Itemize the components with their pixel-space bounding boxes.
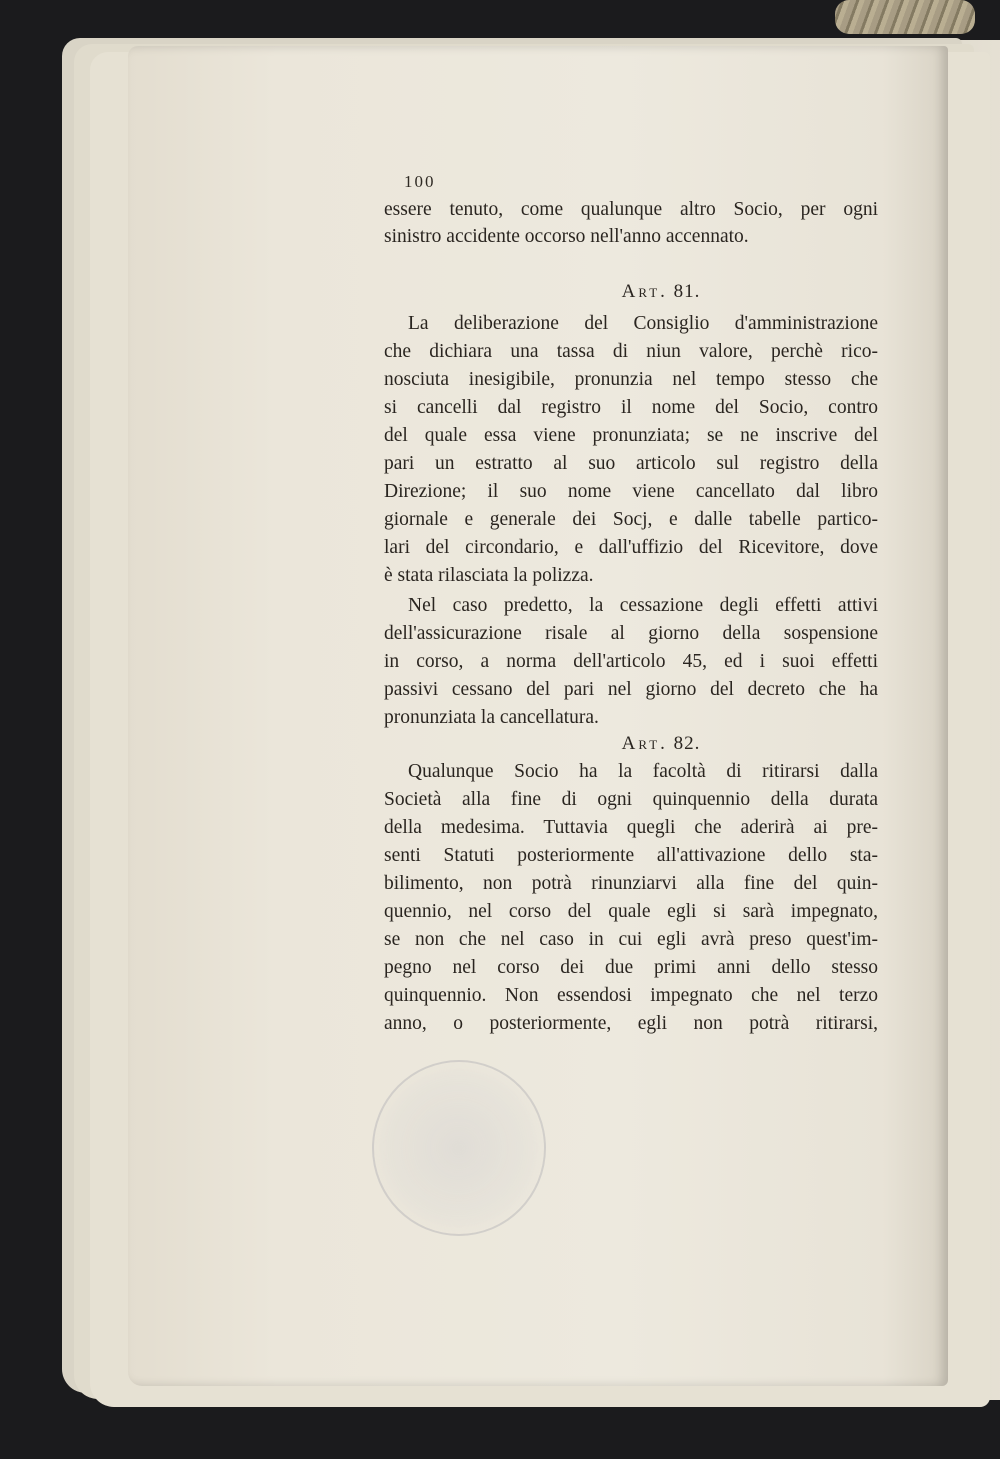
text-line: del quale essa viene pronunziata; se ne inscrive del <box>384 425 878 446</box>
article-heading-prefix: Art. <box>621 733 668 754</box>
text-line: pronunziata la cancellatura. <box>384 707 599 728</box>
article-heading-81 <box>384 278 878 305</box>
library-stamp-bleedthrough <box>372 1060 546 1236</box>
text-line: passivi cessano del pari nel giorno del decreto che ha <box>384 679 878 700</box>
text-line: sinistro accidente occorso nell'anno accennato. <box>384 226 749 247</box>
text-line: è stata rilasciata la polizza. <box>384 565 594 586</box>
text-line: Nel caso predetto, la cessazione degli effetti attivi <box>408 595 878 616</box>
article-heading-number: 82. <box>673 733 701 754</box>
text-line: pegno nel corso dei due primi anni dello stesso <box>384 957 878 978</box>
text-line: nosciuta inesigibile, pronunzia nel tempo stesso che <box>384 369 878 390</box>
text-line: Direzione; il suo nome viene cancellato dal libro <box>384 481 878 502</box>
text-line: essere tenuto, come qualunque altro Socio, per ogni <box>384 199 878 220</box>
binding-string <box>835 0 975 34</box>
text-line: si cancelli dal registro il nome del Socio, contro <box>384 397 878 418</box>
text-line: Società alla fine di ogni quinquennio della durata <box>384 789 878 810</box>
text-line: dell'assicurazione risale al giorno della sospensione <box>384 623 878 644</box>
text-line: anno, o posteriormente, egli non potrà ritirarsi, <box>384 1013 878 1034</box>
text-line: Qualunque Socio ha la facoltà di ritirarsi dalla <box>408 761 878 782</box>
text-line: quennio, nel corso del quale egli si sarà impegnato, <box>384 901 878 922</box>
text-line: bilimento, non potrà rinunziarvi alla fine del quin- <box>384 873 878 894</box>
text-line: che dichiara una tassa di niun valore, perchè rico- <box>384 341 878 362</box>
text-line: lari del circondario, e dall'uffizio del Ricevitore, dove <box>384 537 878 558</box>
text-line: senti Statuti posteriormente all'attivazione dello sta- <box>384 845 878 866</box>
page-number: 100 <box>404 172 436 191</box>
text-line: quinquennio. Non essendosi impegnato che nel terzo <box>384 985 878 1006</box>
text-line: della medesima. Tuttavia quegli che aderirà ai pre- <box>384 817 878 838</box>
text-line: La deliberazione del Consiglio d'amministrazione <box>408 313 878 334</box>
text-line: pari un estratto al suo articolo sul registro della <box>384 453 878 474</box>
article-heading-82 <box>384 730 878 757</box>
text-line: in corso, a norma dell'articolo 45, ed i suoi effetti <box>384 651 878 672</box>
text-line: giornale e generale dei Socj, e dalle tabelle partico- <box>384 509 878 530</box>
text-line: se non che nel caso in cui egli avrà preso quest'im- <box>384 929 878 950</box>
article-heading-prefix: Art. <box>621 281 668 302</box>
article-heading-number: 81. <box>673 281 701 302</box>
